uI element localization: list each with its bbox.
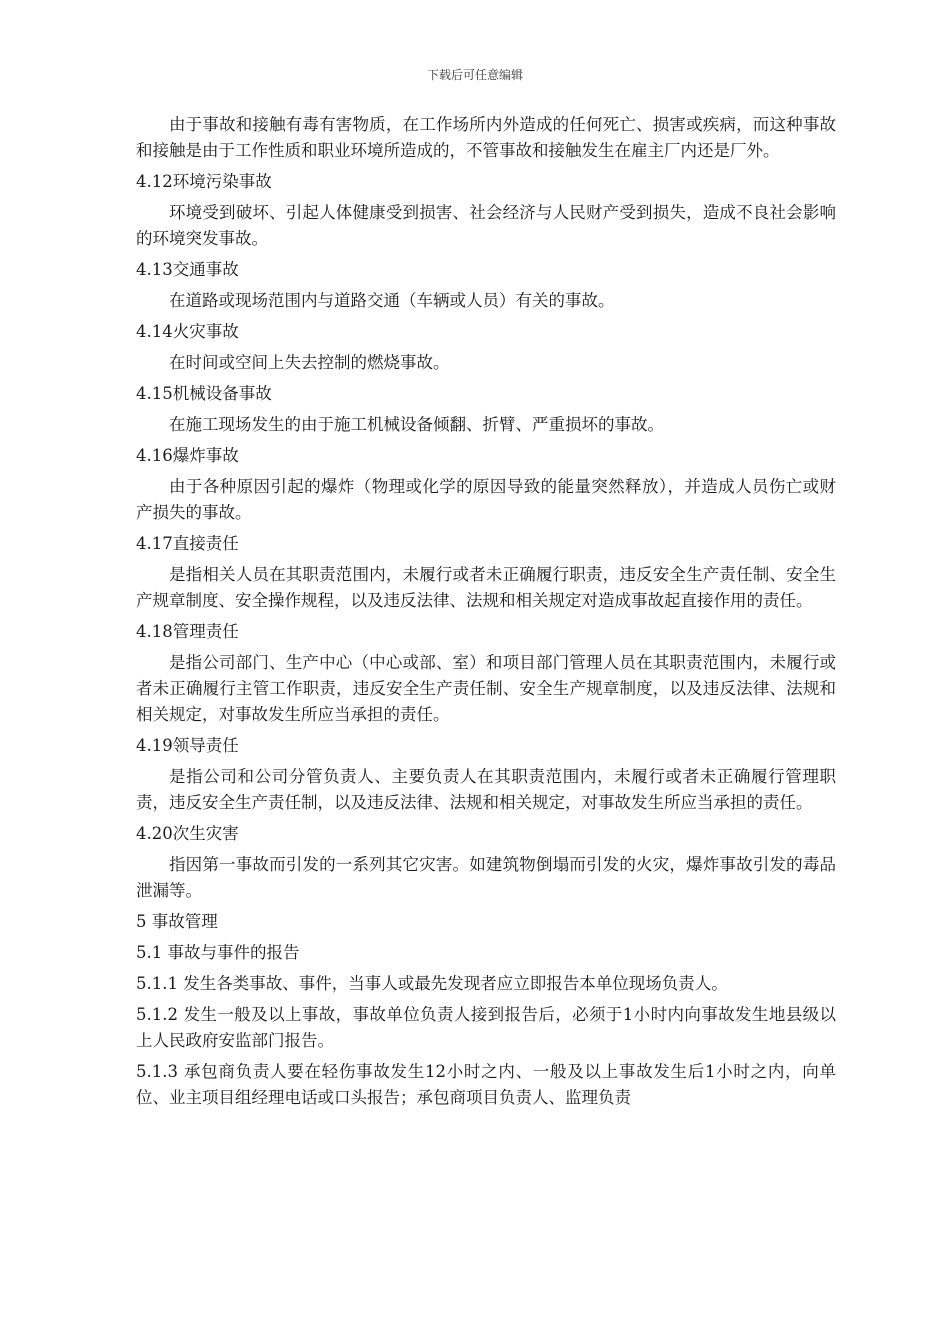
- section-heading: 4.20次生灾害: [136, 824, 239, 843]
- paragraph: 是指公司部门、生产中心（中心或部、室）和项目部门管理人员在其职责范围内，未履行或者未正确履行主管工作职责，违反安全生产责任制、安全生产规章制度，以及违反法律、法规和相关规定，对事故发生所应当承担的责任。: [136, 653, 836, 724]
- paragraph: 是指公司和公司分管负责人、主要负责人在其职责范围内，未履行或者未正确履行管理职责，违反安全生产责任制，以及违反法律、法规和相关规定，对事故发生所应当承担的责任。: [136, 767, 836, 812]
- section-heading: 4.16爆炸事故: [136, 446, 239, 465]
- chapter-heading: 5 事故管理: [136, 912, 218, 931]
- clause-item: 5.1.2 发生一般及以上事故，事故单位负责人接到报告后，必须于1小时内向事故发生地县级以上人民政府安监部门报告。: [136, 1005, 836, 1050]
- paragraph: 指因第一事故而引发的一系列其它灾害。如建筑物倒塌而引发的火灾，爆炸事故引发的毒品泄漏等。: [136, 855, 836, 900]
- section-heading: 4.13交通事故: [136, 260, 239, 279]
- paragraph: 在时间或空间上失去控制的燃烧事故。: [169, 353, 450, 372]
- paragraph: 在道路或现场范围内与道路交通（车辆或人员）有关的事故。: [169, 291, 615, 310]
- clause-item: 5.1.1 发生各类事故、事件，当事人或最先发现者应立即报告本单位现场负责人。: [136, 974, 728, 993]
- document-body: [136, 112, 836, 1116]
- subsection-heading: 5.1 事故与事件的报告: [136, 943, 300, 962]
- paragraph: 在施工现场发生的由于施工机械设备倾翻、折臂、严重损坏的事故。: [169, 415, 664, 434]
- paragraph: 环境受到破坏、引起人体健康受到损害、社会经济与人民财产受到损失，造成不良社会影响的环境突发事故。: [136, 203, 836, 248]
- section-heading: 4.18管理责任: [136, 622, 239, 641]
- section-heading: 4.15机械设备事故: [136, 384, 272, 403]
- paragraph: 由于各种原因引起的爆炸（物理或化学的原因导致的能量突然释放），并造成人员伤亡或财产损失的事故。: [136, 477, 836, 522]
- section-heading: 4.14火灾事故: [136, 322, 239, 341]
- section-heading: 4.17直接责任: [136, 534, 239, 553]
- section-heading: 4.19领导责任: [136, 736, 239, 755]
- paragraph: 由于事故和接触有毒有害物质，在工作场所内外造成的任何死亡、损害或疾病，而这种事故和接触是由于工作性质和职业环境所造成的，不管事故和接触发生在雇主厂内还是厂外。: [136, 115, 836, 160]
- paragraph: 是指相关人员在其职责范围内，未履行或者未正确履行职责，违反安全生产责任制、安全生产规章制度、安全操作规程，以及违反法律、法规和相关规定对造成事故起直接作用的责任。: [136, 565, 836, 610]
- section-heading: 4.12环境污染事故: [136, 172, 272, 191]
- page-header: 下载后可任意编辑: [426, 68, 523, 82]
- clause-item: 5.1.3 承包商负责人要在轻伤事故发生12小时之内、一般及以上事故发生后1小时之内，向单位、业主项目组经理电话或口头报告；承包商项目负责人、监理负责: [136, 1062, 836, 1107]
